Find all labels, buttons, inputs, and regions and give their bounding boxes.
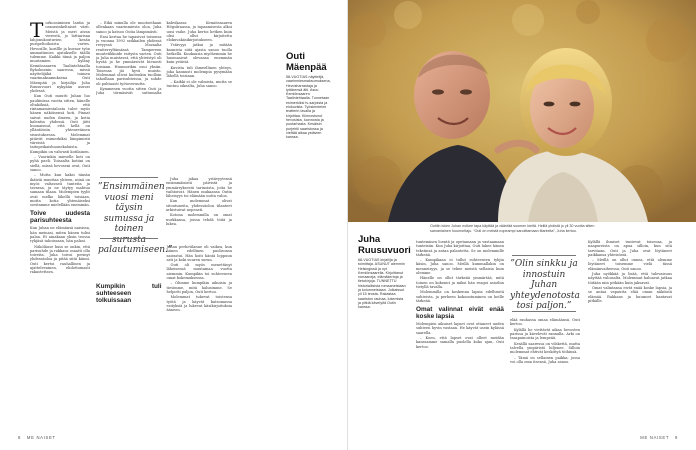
body-paragraph: Omat valintansa eivät enää koske lapsia, ja se antaa vapautta elää oman näköistä elämää. Rakkaus ja huumori kantavat pitkälle. (588, 286, 672, 303)
article-column-2-bottom (96, 245, 232, 407)
body-paragraph: Ystävyys jatkui ja mitään kaunista siitä ajasta sanoo tuolla hetkellä. Kuukausia myöhemmin he huomasivat olevansa enemmän kuin ystäviä. (166, 43, 232, 65)
body-paragraph: Kylällä ihmiset tuntevat toisensa, ja naapureista on apua silloin, kun sitä tarvitaan. Outi ja Juha ovat löytäneet paikkansa yhteisössä. (588, 240, 672, 257)
body-paragraph: Kylällä he viettävät aikaa hevosten parissa ja kävelevät rannalla. Arki on tasapainoista ja lempeää. (510, 327, 580, 341)
footer-left (14, 435, 56, 440)
article-column-2-top (96, 21, 232, 173)
profile-sidebar-juha (358, 234, 411, 310)
body-paragraph: Näköläuse huin se onkin, että parisuhde ja rakkaus osaatti olla toiveita. Juha toivoi perinyt yhdessäoloa ja pitää siitä kiinni. Outi kertoi rauhallinen ja ajattelevainen, ehdottomasti rakastettava. (30, 244, 90, 274)
article-column-3-mid (166, 177, 232, 237)
sidebar-facts: 68-VUOTIAS kirjailija ja toimittaja. ASUNUT aiemmin Helsingissä ja nyt Kemiönsaarella. Kirjoittanut romaaneja, elämäkertoja ja tietokirjoja. TUNNETTU historiallisista romaaneistaan ja kolumneistaan. Julkaissut yli 15 teosta. Rakastaa saariston rauhaa, lukemista ja pitkiä kävelyitä Outin kanssa. (358, 258, 406, 310)
body-paragraph: – Kumpikaan ei tullut suhteeseen tyhjin käsin, Juha sanoo. Meillä kummallakin on menneisyys, ja se tekee meistä sellaisia kuin olemme. (416, 258, 504, 275)
pullquote-rule-bottom (512, 311, 576, 312)
article-column-1 (30, 21, 90, 406)
article-column-6 (588, 240, 672, 408)
sidebar-name: Outi Mäenpää (286, 51, 327, 73)
section-subhead: Kumpikin tuli suhteeseen tolkuissaan (96, 283, 162, 304)
section-subhead: Toive uudesta parisuhteesta (30, 210, 90, 225)
body-paragraph: Kun Outi muutti Juhan luo pauliinissa vuotta sitten, hänelle oltaköksiä, että rintamamiestalosta tulee myös hänen näköisensä koti. Pinnat saivat uuden ilmeen, ja kotia kalentin yhdessä. Outi jätti huonaisuut, että hellä on ylläntöisiin yhteneväinen sisustuksessa. Molemmat pitävät esimerkiksi lämpimistä väreistä ja taitopeikaishuonekaluista. Kumpikin on vahvasti kotilainen. (30, 94, 90, 154)
body-paragraph: Molemmat tukevat toistensa työtä ja käyvät katsomassa esityksiä ja lukevat käsikirjoituksia ääneen. (166, 295, 232, 313)
magazine-name: ME NAISET (26, 435, 56, 440)
footer-right (640, 435, 682, 440)
body-paragraph: Kun Juhan ne elämänsä naisissa, hän meinasi, miten hänen tulisi palaa. Et ainakaan yksin teossa ryhjäsä tahoissaan, hän palasi. (30, 226, 90, 244)
page-number: 8 (18, 435, 22, 440)
pull-quote: ”Ensimmäinen vuosi meni täysin sumussa ja toinen surusta palautumiseen.” (98, 182, 173, 255)
body-paragraph: Ensi kertaa he tapasivat toisensa jo vuonna 1992 seikkailen yhdessä revyyssä Mozaalia reatterryltämässä Tampereen muutetikkoide esitysta varten. Outi ja Juha muistavat, että yhteistyö oli hyvää ja he ymmärsivät hienosti toisiaan. Huumorikin osui yksiin. Toisensa jäi hyvä muisto. Molemmat olivat kuitenkin tuolloin tahoillaan parisuhteissa, ja sohde oli puhtaasti työtoveruutta. (96, 34, 162, 86)
section-subhead: Omat valinnat eivät enää koske lapsia (416, 306, 504, 321)
body-paragraph: – Vuorinkin mieselle koti on pyhä paeli. Toisaalta kotiini on siellä, missä hevoseni ovat, Outi sanoo. (30, 155, 90, 172)
body-paragraph: Molemmilla on koskenna lapsia edellisistä suhteista, ja perheen kokoontuminen on heille tärkeää. (416, 290, 504, 303)
page-number: 9 (674, 435, 678, 440)
body-paragraph: Juha jakaa ystävyytensä ensimmäisistä päivistä ja ymmärryksestä tarinoista, joita he vaihtoivat. Hänen mukaansa Outin läheisyys toi elämään uutta valoa. (166, 177, 232, 198)
profile-sidebar-outi (286, 52, 330, 139)
body-paragraph: – Kaikki ei ole valmista, mutta se tuntuu oikealta, Juha sanoo. (166, 79, 232, 89)
sidebar-facts: 58-VUOTIAS näyttelijä, vaarinmiesmaksumuksena, Hevosharrastaja ja tyttärensä äiti. Asuu Kemiönsaaren Taalintehtaalla. Tunnetaan esimerkiksi tv-sarjoista ja elokuvista. Työskentelee teatterin lavalla ja kirjoittaa. Kiinnostunut hevosista, luonnosta ja puutarhasta. Kesäisin purjehtii saaristossa ja viettää aikaa ystävien kanssa. (286, 75, 331, 140)
drop-cap: T (30, 21, 44, 42)
body-paragraph: – Meillä on ollut onnea, että olemme löytäneet toisemme vielä tässä elämänvaiheessa, Outi sanoo. (588, 258, 672, 271)
right-page (348, 0, 696, 450)
body-paragraph: – Olimme kumpikin aikuisia ja tiesimme, mitä halusimme. Se helpotti paljon, Outi kertoo. (166, 281, 232, 294)
couple-photo-image (348, 0, 696, 222)
body-paragraph: Hänelle on ollut tärkeää ymmärtää, mitä toinen on kokenut ja miksi hän reagoi asioihin tietyllä tavalla. (416, 276, 504, 289)
article-column-4 (416, 240, 504, 408)
magazine-name: ME NAISET (640, 435, 670, 440)
article-column-5 (510, 318, 580, 408)
body-paragraph: – Eikä minulla ole muotoeihaan ollenkaan vaarinmiesta oloa, Juha sanoo ja katsoo Outia lämpimästi. (96, 21, 162, 34)
body-paragraph: elää rauhassa omaa elämäänsä, Outi kertoo. (510, 318, 580, 327)
body-paragraph: Kuvista tuli ihmeellinen yhteys, joka kannusti molempia pysymään lähellä toisiaan. (166, 65, 232, 79)
pullquote-rule-bottom (100, 238, 158, 239)
intro-paragraph: urkoosiminen lantia ja oranssinkeltaiset värit. Meistä ja meri aivan vierestä, jo lattiarisaa lahjonukoutuvien kesän puripeltoihoista vartes. Hevosille, korillle ja kuvaor työn ammattimies ajatukselle täällä tulemme. Kaikki tämä ja paljon muutamien kyläny Kemiönsaaren Taalintehtaalla Byholmenin saaressa, missä näyttelijäkä toimen vaarimaksamuksena Outi Mäenpää ja kirjailija Juha Ruusuvuori nykyään asuvat yhdessä. (30, 21, 90, 93)
body-paragraph: Molempien aikuiset lapset ovat ottaneet uuden suhteen hyvin vastaan. He käyvät usein kylässä saarella. (416, 322, 504, 335)
sidebar-name: Juha Ruusuvuori (358, 234, 411, 256)
body-paragraph: Outi oli myös menettänyt läheisensä muutamaa vuotta aiemmin. Kumpikin toi suhteeseen omat kokemuksensa. (166, 263, 232, 280)
body-paragraph: tunteminen loentä ja opetamaan ja vastaamaan tunteisiin. Kun Juha kirjoittaa, Outi lukee hänen tekstinsä ja antaa palautetta. Se on molemmille tärkeää. (416, 240, 504, 257)
pullquote-rule-top (512, 255, 576, 256)
body-paragraph: Kun molemmat olivat sitoutuneita, yhdessäolon tilanteet arkistuivat nopeasti. (166, 199, 232, 212)
pull-quote: ”Olin sinkku ja innostuin Juhan yhteydenotosta tosi paljon.” (510, 259, 580, 311)
body-paragraph: Juhan perhetilanne oli vaikea, kun hänen edellinen puolisonsa sairastui. Hän hoiti häntä loppuun asti ja koki suuren surun. (166, 245, 232, 262)
body-paragraph: Kesällä saaressa on vilskettä, mutta talvella ympäristö hiljenee. Silloin molemmat ehtivät keskittyä töihinsä. (510, 341, 580, 355)
body-paragraph: Juha nyökkää ja lisää, että tulevaisuus näyttää valoisalta. Molemmat haluavat jatkaa töitään niin pitkään kuin jaksavat. (588, 272, 672, 285)
photo-caption: Outilin isken Juhan nolkee tapa käyttää ja vääntää suomen kieltä. Heillä yhdistä jo yli 30 vuotta sitten samanlainen huumoritaju. “Outi on meistä nopeampi sanoittamaan tilanteita”, Juha kertoo. (430, 224, 595, 233)
couple-photo (348, 0, 696, 222)
body-paragraph: Kotona molemmilla on omat nurkkansa, joissa tehdä töitä ja lukea. (166, 213, 232, 226)
body-paragraph: – Koen, että lapset ovat olleet meidän kanssamme samalla puolella koko ajan, Outi kertoo. (416, 336, 504, 349)
body-paragraph: – Mutta kun kaksi tämän ikäistä muuttaa yhteen, niinä on myös valtavasti tunteita ja tavaraa, ja ne täytyy mahtua samaan tilaan. Molempien tyylit ovat melko lähellä toisiaan, mutta kotia yhtenäiseksi sovitamme mielellään enemmän. (30, 173, 90, 208)
body-paragraph: – Tämä on sellainen paikka, jossa voi olla oma itsensä, Juha sanoo. (510, 355, 580, 364)
pullquote-rule-top (100, 177, 158, 178)
body-paragraph: Kymmenen vuotta sitten Outi ja Juha törmäsivät sattumalta kahvikassa Kemiönsaaren Högsåraassa, ja tapaamisesta alkoi uusi vaihe. Juha kertoi hetken kuin olisi ollut kirjoitettu elokuvakäsikirjoitukseen. (96, 21, 232, 96)
